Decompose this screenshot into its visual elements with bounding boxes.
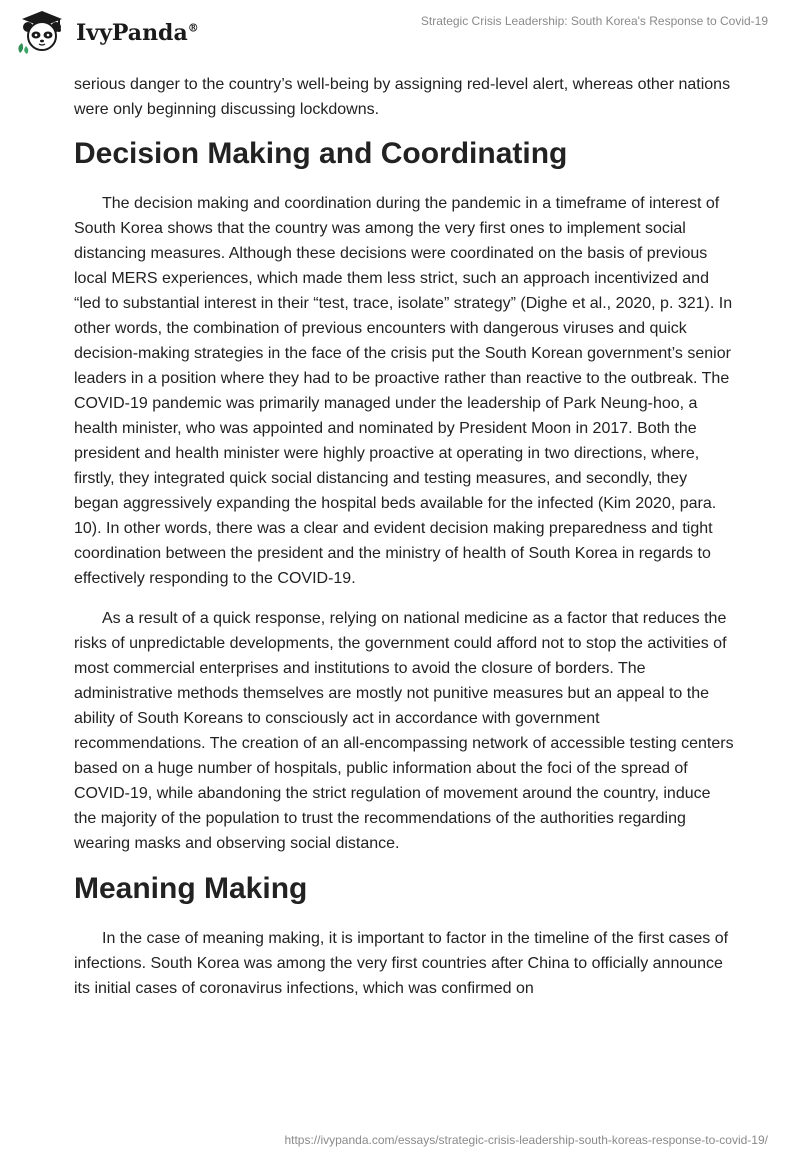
document-title: Strategic Crisis Leadership: South Korea's Response to Covid-19 [420, 14, 768, 28]
panda-mascot-icon [14, 9, 70, 55]
section1-paragraph-1: The decision making and coordination during the pandemic in a timeframe of interest of South Korea shows that the country was among the very first ones to implement social distancing measures. Although these decisions were coordinated on the basis of previous local MERS experiences, which made them less strict, such an approach incentivized and “led to substantial interest in their “test, trace, isolate” strategy” (Dighe et al., 2020, p. 321). In other words, the combination of previous encounters with dangerous viruses and quick decision-making strategies in the face of the crisis put the South Korean government’s senior leaders in a position where they had to be proactive rather than reactive to the outbreak. The COVID-19 pandemic was primarily managed under the leadership of Park Neung-hoo, a health minister, who was appointed and nominated by President Moon in 2017. Both the president and health minister were highly proactive at operating in two directions, where, firstly, they integrated quick social distancing and testing measures, and secondly, they began aggressively expanding the hospital beds available for the infected (Kim 2020, para. 10). In other words, there was a clear and evident decision making preparedness and tight coordination between the president and the ministry of health of South Korea in regards to effectively responding to the COVID-19. [74, 195, 733, 587]
page-header [0, 0, 800, 70]
section-heading-decision-making: Decision Making and Coordinating [74, 137, 568, 170]
ivypanda-logo[interactable] [14, 9, 214, 55]
brand-name: IvyPanda® [76, 20, 199, 46]
section1-paragraph-2: As a result of a quick response, relying on national medicine as a factor that reduces the risks of unpredictable developments, the government could afford not to stop the activities of most commercial enterprises and institutions to avoid the closure of borders. The administrative methods themselves are mostly not punitive measures but an appeal to the ability of South Koreans to consciously act in accordance with government recommendations. The creation of an all-encompassing network of accessible testing centers based on a huge number of hospitals, public information about the foci of the spread of COVID-19, while abandoning the strict regulation of movement around the country, induce the majority of the population to trust the recommendations of the authorities regarding wearing masks and observing social distance. [74, 610, 734, 852]
source-url[interactable]: https://ivypanda.com/essays/strategic-crisis-leadership-south-koreas-response-to-covid-19/ [284, 1133, 768, 1147]
essay-content [74, 72, 734, 1001]
intro-paragraph: serious danger to the country’s well-being by assigning red-level alert, whereas other nations were only beginning discussing lockdowns. [74, 76, 731, 118]
section2-paragraph-1: In the case of meaning making, it is important to factor in the timeline of the first cases of infections. South Korea was among the very first countries after China to officially announce its initial cases of coronavirus infections, which was confirmed on [74, 930, 729, 997]
section-heading-meaning-making: Meaning Making [74, 872, 308, 905]
